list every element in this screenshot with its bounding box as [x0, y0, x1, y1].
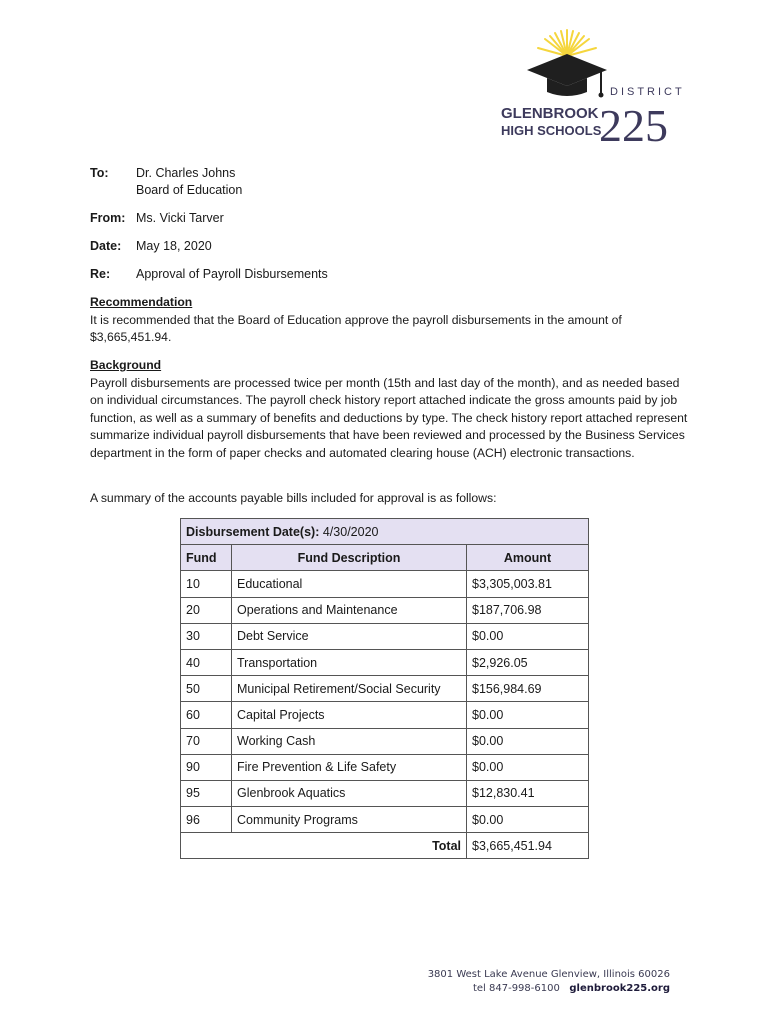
- footer-contact-line: [428, 982, 670, 996]
- description-cell: Operations and Maintenance: [232, 597, 467, 623]
- district-logo: [495, 28, 685, 154]
- table-row: [181, 807, 589, 833]
- amount-cell: $0.00: [467, 623, 589, 649]
- to-label: To:: [90, 166, 109, 180]
- table-caption: [181, 519, 589, 545]
- amount-cell: $156,984.69: [467, 676, 589, 702]
- fund-cell: 10: [181, 571, 232, 597]
- table-row: [181, 728, 589, 754]
- footer-website: glenbrook225.org: [569, 983, 670, 994]
- caption-label: Disbursement Date(s):: [186, 524, 320, 539]
- date-label: Date:: [90, 239, 122, 253]
- amount-cell: $0.00: [467, 754, 589, 780]
- fund-cell: 30: [181, 623, 232, 649]
- background-text: Payroll disbursements are processed twice per month (15th and last day of the month), and as needed based on individual circumstances. The payroll check history report attached indicate the gross amounts paid by job function, as well as a summary of benefits and deductions by type. The check history report attached represent summarize individual payroll disbursements that have been reviewed and processed by the Business Services department in the form of paper checks and automated clearing house (ACH) electronic transactions.: [90, 375, 688, 460]
- header-description: Fund Description: [232, 545, 467, 571]
- sunburst-icon: [538, 30, 596, 56]
- table-row: [181, 623, 589, 649]
- logo-district-word: DISTRICT: [610, 86, 685, 98]
- total-amount: $3,665,451.94: [467, 833, 589, 859]
- to-org: Board of Education: [136, 183, 243, 197]
- to-name: Dr. Charles Johns: [136, 166, 236, 180]
- fund-cell: 50: [181, 676, 232, 702]
- table-row: [181, 702, 589, 728]
- fund-cell: 70: [181, 728, 232, 754]
- table-row: [181, 649, 589, 675]
- description-cell: Municipal Retirement/Social Security: [232, 676, 467, 702]
- description-cell: Community Programs: [232, 807, 467, 833]
- logo-number: 225: [599, 100, 668, 151]
- re-value: Approval of Payroll Disbursements: [136, 267, 328, 281]
- footer-address: 3801 West Lake Avenue Glenview, Illinois 60026: [427, 969, 670, 980]
- amount-cell: $3,305,003.81: [467, 571, 589, 597]
- table-header-row: [181, 545, 589, 571]
- amount-cell: $0.00: [467, 807, 589, 833]
- fund-cell: 20: [181, 597, 232, 623]
- total-label: Total: [181, 833, 467, 859]
- fund-cell: 40: [181, 649, 232, 675]
- background-heading: Background: [90, 358, 162, 372]
- recommendation-section: [90, 294, 690, 347]
- table-row: [181, 571, 589, 597]
- footer: [428, 968, 670, 996]
- disbursement-table: [180, 518, 589, 859]
- amount-cell: $12,830.41: [467, 780, 589, 806]
- table-caption-row: [181, 519, 589, 545]
- logo-name-line1: GLENBROOK: [501, 105, 599, 122]
- fund-cell: 90: [181, 754, 232, 780]
- description-cell: Debt Service: [232, 623, 467, 649]
- table-row: [181, 780, 589, 806]
- table-row: [181, 676, 589, 702]
- re-label: Re:: [90, 267, 111, 281]
- amount-cell: $187,706.98: [467, 597, 589, 623]
- background-section: [90, 357, 690, 463]
- header-fund: Fund: [181, 545, 232, 571]
- description-cell: Working Cash: [232, 728, 467, 754]
- date-value: May 18, 2020: [136, 239, 212, 253]
- from-label: From:: [90, 211, 126, 225]
- fund-cell: 60: [181, 702, 232, 728]
- graduation-cap-icon: [527, 54, 607, 98]
- from-value: Ms. Vicki Tarver: [136, 211, 224, 225]
- recommendation-heading: Recommendation: [90, 295, 193, 309]
- recommendation-text: It is recommended that the Board of Education approve the payroll disbursements in the amount of $3,665,451.94.: [90, 312, 622, 345]
- logo-name-line2: HIGH SCHOOLS: [501, 123, 602, 138]
- description-cell: Fire Prevention & Life Safety: [232, 754, 467, 780]
- fund-cell: 96: [181, 807, 232, 833]
- table-total-row: [181, 833, 589, 859]
- table-row: [181, 597, 589, 623]
- description-cell: Transportation: [232, 649, 467, 675]
- description-cell: Capital Projects: [232, 702, 467, 728]
- description-cell: Educational: [232, 571, 467, 597]
- table-row: [181, 754, 589, 780]
- amount-cell: $0.00: [467, 728, 589, 754]
- header-amount: Amount: [467, 545, 589, 571]
- amount-cell: $0.00: [467, 702, 589, 728]
- amount-cell: $2,926.05: [467, 649, 589, 675]
- fund-cell: 95: [181, 780, 232, 806]
- caption-value: 4/30/2020: [322, 524, 379, 539]
- summary-intro: A summary of the accounts payable bills included for approval is as follows:: [90, 491, 497, 505]
- footer-phone: tel 847-998-6100: [472, 983, 560, 994]
- description-cell: Glenbrook Aquatics: [232, 780, 467, 806]
